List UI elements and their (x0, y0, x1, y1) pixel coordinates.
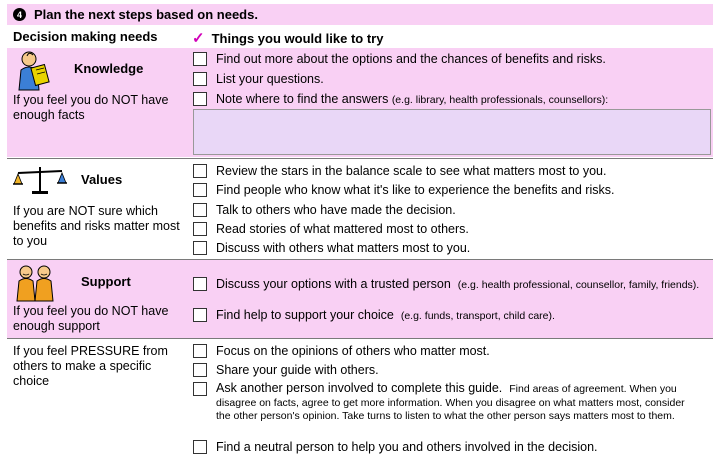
checkbox[interactable] (193, 164, 207, 178)
pressure-option-1[interactable] (193, 344, 702, 358)
column-header-needs: Decision making needs (13, 29, 158, 44)
knowledge-title: Knowledge (74, 61, 144, 76)
divider (7, 338, 713, 339)
checkbox[interactable] (193, 72, 207, 86)
option-note: (e.g. library, health professionals, counsellors): (391, 94, 609, 106)
pressure-option-2[interactable] (193, 363, 702, 377)
pressure-option-3[interactable] (193, 382, 702, 423)
answers-notes-field[interactable] (193, 109, 711, 155)
option-note: Find areas of agreement. When you disagree on facts, agree to get more information. When you disagree on what matters most, consider the other person's opinion. Take turns to listen to what the other person says matters most to them. (216, 383, 685, 422)
section-title-bar (7, 4, 713, 25)
option-text: Discuss with others what matters most to you. (216, 241, 471, 255)
checkbox[interactable] (193, 277, 207, 291)
column-header-try-label: Things you would like to try (211, 30, 384, 46)
values-description: If you are NOT sure which benefits and risks matter most to you (13, 204, 180, 248)
column-header-try (192, 29, 383, 47)
checkbox[interactable] (193, 382, 207, 396)
support-option-2[interactable] (193, 308, 702, 323)
step-number-badge: 4 (13, 8, 26, 21)
values-option-5[interactable] (193, 241, 702, 255)
knowledge-option-1[interactable] (193, 52, 702, 66)
checkbox[interactable] (193, 203, 207, 217)
checkbox[interactable] (193, 183, 207, 197)
option-text: Find people who know what it's like to experience the benefits and risks. (216, 183, 615, 197)
option-text: Review the stars in the balance scale to see what matters most to you. (216, 164, 607, 178)
support-title: Support (81, 274, 131, 289)
checkbox[interactable] (193, 308, 207, 322)
divider (7, 158, 713, 159)
values-option-4[interactable] (193, 222, 702, 236)
checkbox[interactable] (193, 222, 207, 236)
pressure-option-4[interactable] (193, 440, 702, 454)
option-text: Read stories of what mattered most to others. (216, 222, 469, 236)
option-text: Ask another person involved to complete this guide. (216, 381, 503, 395)
option-text: Find a neutral person to help you and others involved in the decision. (216, 440, 598, 454)
two-people-icon (15, 264, 55, 307)
option-text: Share your guide with others. (216, 363, 379, 377)
option-text: Find out more about the options and the chances of benefits and risks. (216, 52, 606, 66)
option-text: Focus on the opinions of others who matter most. (216, 344, 490, 358)
option-note: (e.g. funds, transport, child care). (400, 310, 555, 322)
checkmark-icon: ✓ (192, 30, 205, 47)
section-title: Plan the next steps based on needs. (34, 7, 258, 22)
knowledge-option-3[interactable] (193, 92, 702, 107)
option-text: List your questions. (216, 72, 324, 86)
balance-scale-icon (12, 164, 68, 201)
support-description: If you feel you do NOT have enough support (13, 304, 169, 333)
reading-person-icon (13, 50, 57, 97)
option-text: Talk to others who have made the decision. (216, 203, 456, 217)
values-option-3[interactable] (193, 203, 702, 217)
knowledge-option-2[interactable] (193, 72, 702, 86)
support-option-1[interactable] (193, 277, 702, 292)
checkbox[interactable] (193, 52, 207, 66)
option-text: Note where to find the answers (216, 92, 389, 106)
checkbox[interactable] (193, 92, 207, 106)
option-text: Find help to support your choice (216, 308, 394, 322)
knowledge-description: If you feel you do NOT have enough facts (13, 93, 169, 122)
checkbox[interactable] (193, 440, 207, 454)
option-text: Discuss your options with a trusted person (216, 277, 451, 291)
pressure-description: If you feel PRESSURE from others to make a specific choice (13, 344, 168, 388)
checkbox[interactable] (193, 363, 207, 377)
values-title: Values (81, 172, 123, 187)
checkbox[interactable] (193, 241, 207, 255)
checkbox[interactable] (193, 344, 207, 358)
values-option-1[interactable] (193, 164, 702, 178)
option-note: (e.g. health professional, counsellor, family, friends). (457, 279, 700, 291)
values-option-2[interactable] (193, 183, 702, 197)
